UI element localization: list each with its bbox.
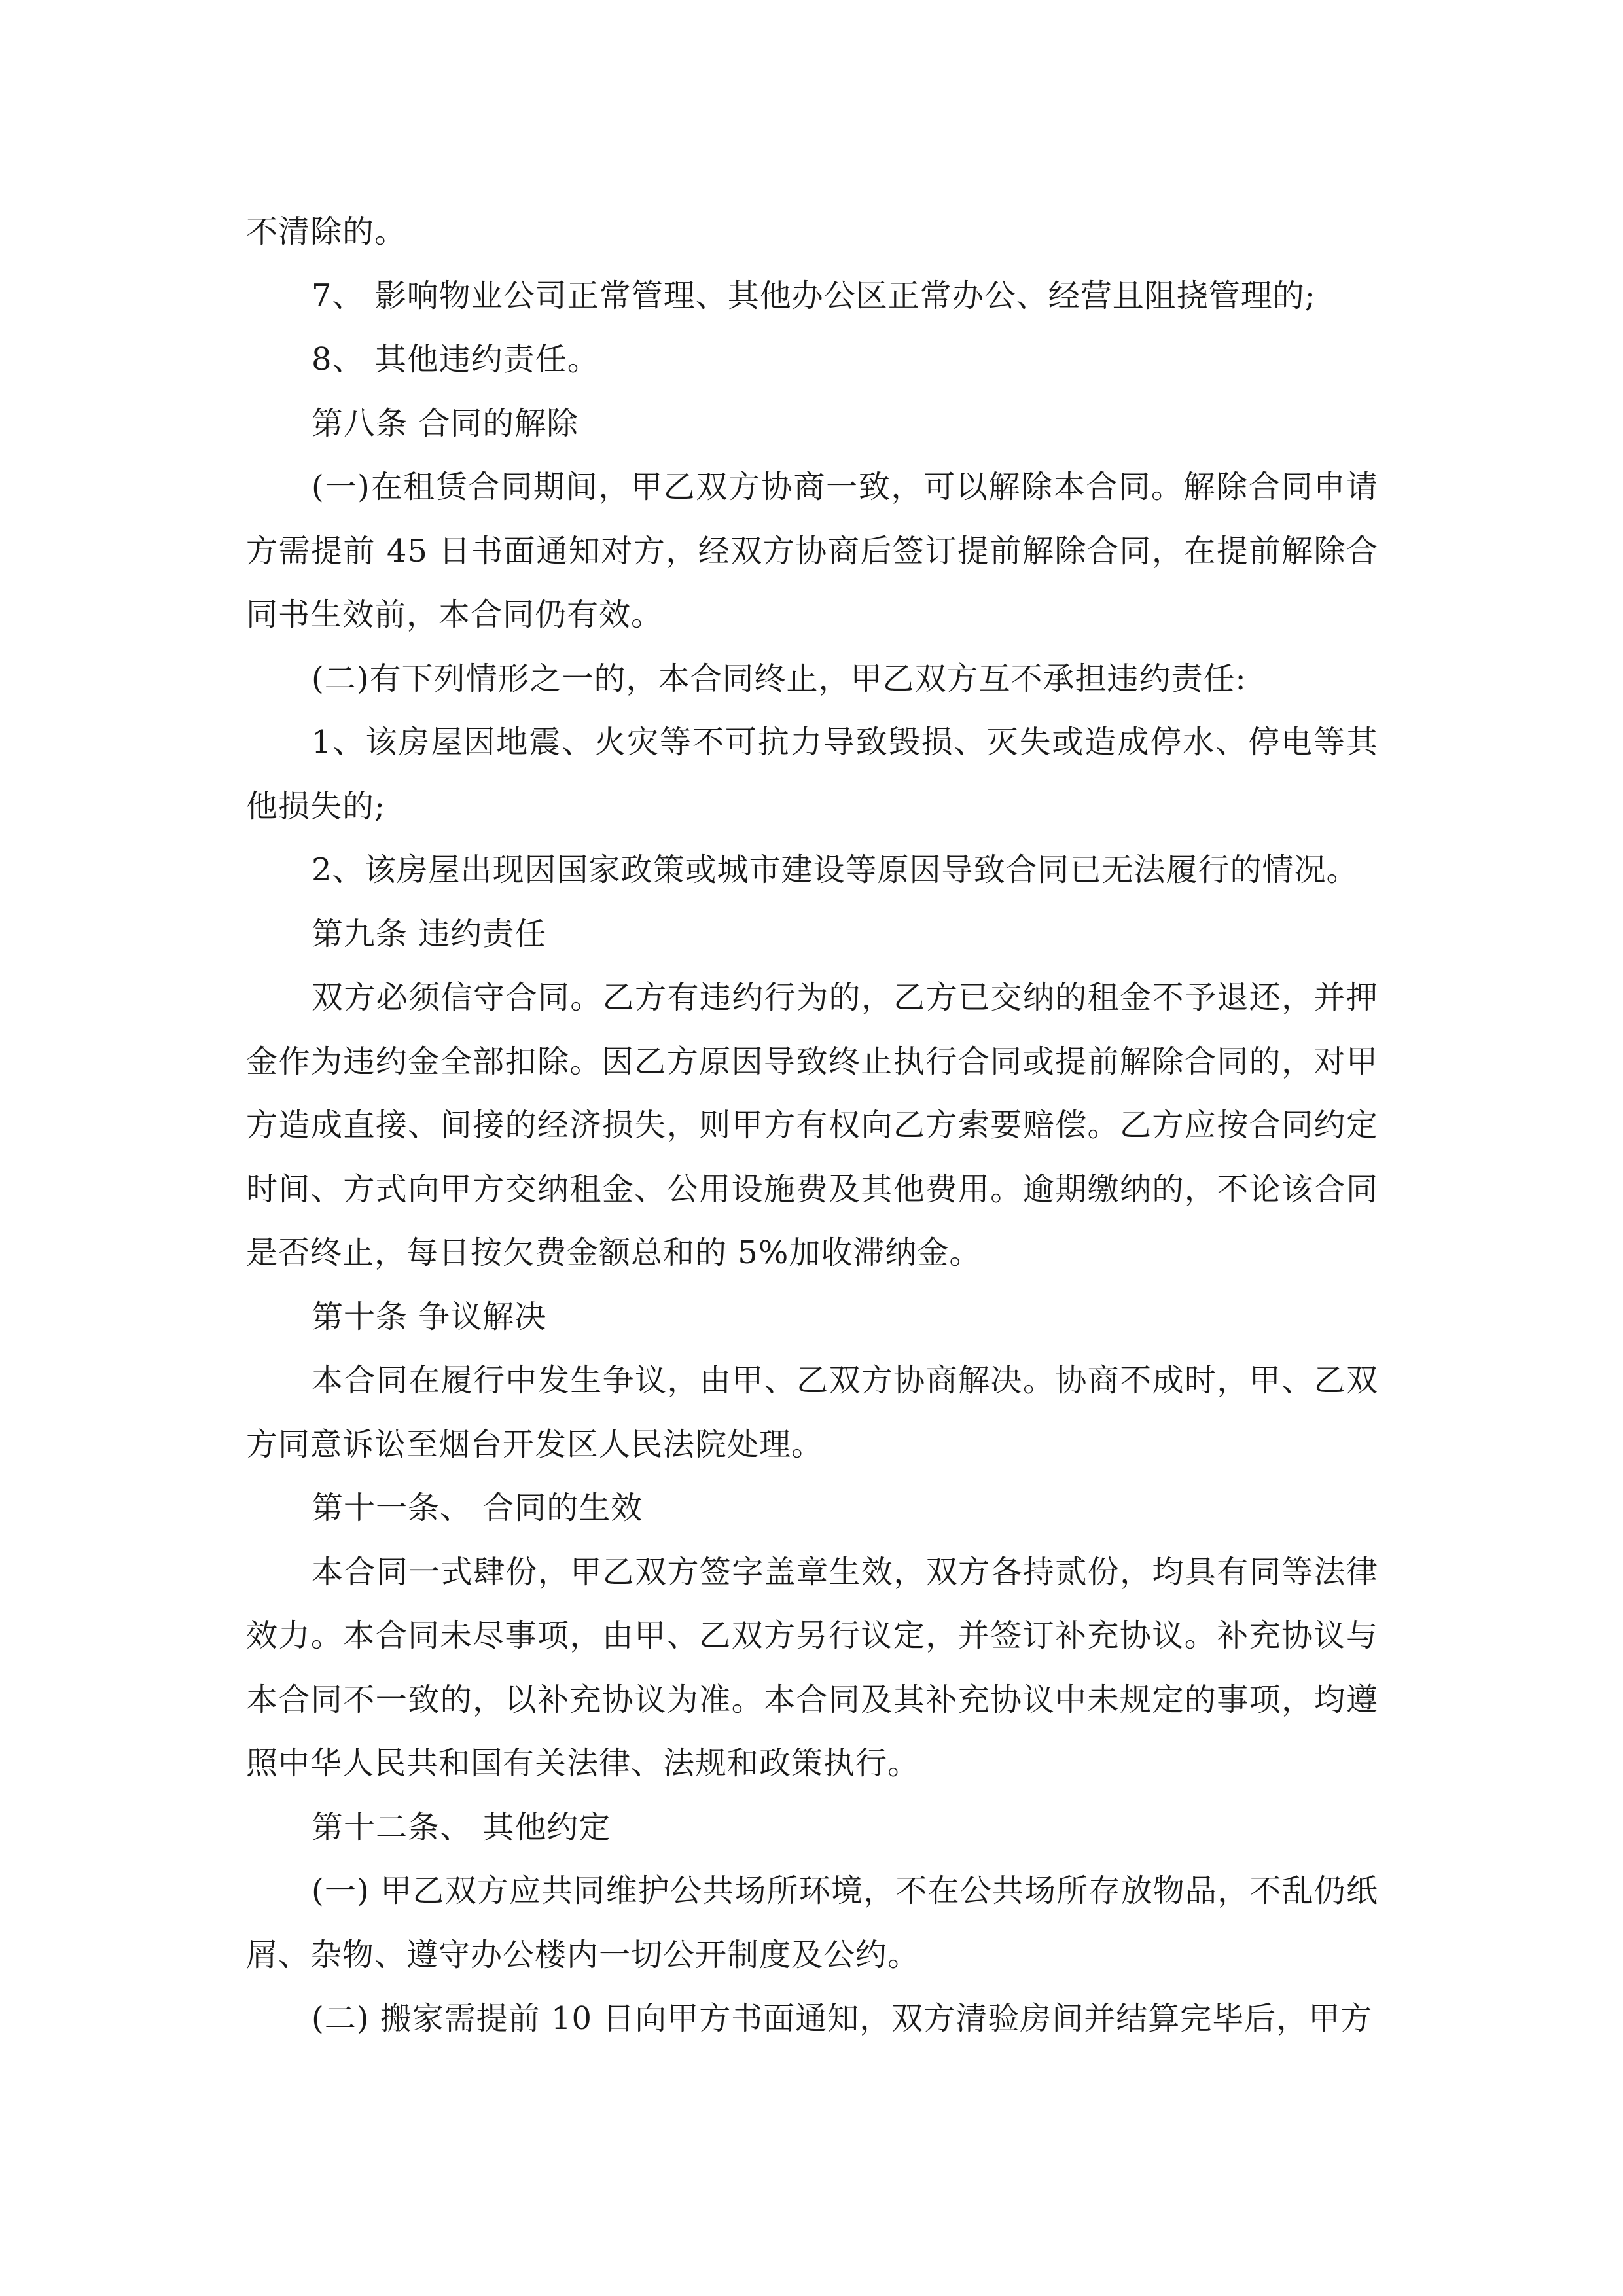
paragraph-continuation: 不清除的。 (246, 213, 407, 250)
article-8-heading: 第八条 合同的解除 (312, 404, 579, 442)
article-8-item-2: 2、该房屋出现因国家政策或城市建设等原因导致合同已无法履行的情况。 (312, 852, 1359, 888)
article-8-clause-1: (一)在租赁合同期间，甲乙双方协商一致，可以解除本合同。解除合同申请方需提前 45 日书面通知对方，经双方协商后签订提前解除合同，在提前解除合同书生效前，本合同仍有效。 (246, 469, 1378, 633)
article-12-heading: 第十二条、 其他约定 (312, 1808, 611, 1846)
list-item-7: 7、 影响物业公司正常管理、其他办公区正常办公、经营且阻挠管理的; (312, 277, 1316, 314)
article-10-body: 本合同在履行中发生争议，由甲、乙双方协商解决。协商不成时，甲、乙双方同意诉讼至烟台开发区人民法院处理。 (246, 1362, 1378, 1463)
article-10-heading: 第十条 争议解决 (312, 1298, 547, 1335)
article-8-item-1: 1、该房屋因地震、火灾等不可抗力导致毁损、灭失或造成停水、停电等其他损失的; (246, 724, 1378, 825)
document-body (246, 200, 1378, 2051)
list-item-8: 8、 其他违约责任。 (312, 341, 599, 378)
article-9-heading: 第九条 违约责任 (312, 915, 547, 952)
article-8-clause-2: (二)有下列情形之一的，本合同终止，甲乙双方互不承担违约责任: (312, 660, 1247, 697)
article-12-clause-2: (二) 搬家需提前 10 日向甲方书面通知，双方清验房间并结算完毕后，甲方 (312, 2000, 1373, 2037)
article-9-body: 双方必须信守合同。乙方有违约行为的，乙方已交纳的租金不予退还，并押金作为违约金全部扣除。因乙方原因导致终止执行合同或提前解除合同的，对甲方造成直接、间接的经济损失，则甲方有权向乙方索要赔偿。乙方应按合同约定时间、方式向甲方交纳租金、公用设施费及其他费用。逾期缴纳的，不论该合同是否终止，每日按欠费金额总和的 5%加收滞纳金。 (246, 979, 1378, 1271)
article-11-heading: 第十一条、 合同的生效 (312, 1490, 643, 1526)
article-12-clause-1: (一) 甲乙双方应共同维护公共场所环境，不在公共场所存放物品，不乱仍纸屑、杂物、遵守办公楼内一切公开制度及公约。 (246, 1873, 1378, 1973)
article-11-body: 本合同一式肆份，甲乙双方签字盖章生效，双方各持贰份，均具有同等法律效力。本合同未尽事项，由甲、乙双方另行议定，并签订补充协议。补充协议与本合同不一致的，以补充协议为准。本合同及其补充协议中未规定的事项，均遵照中华人民共和国有关法律、法规和政策执行。 (246, 1553, 1378, 1782)
